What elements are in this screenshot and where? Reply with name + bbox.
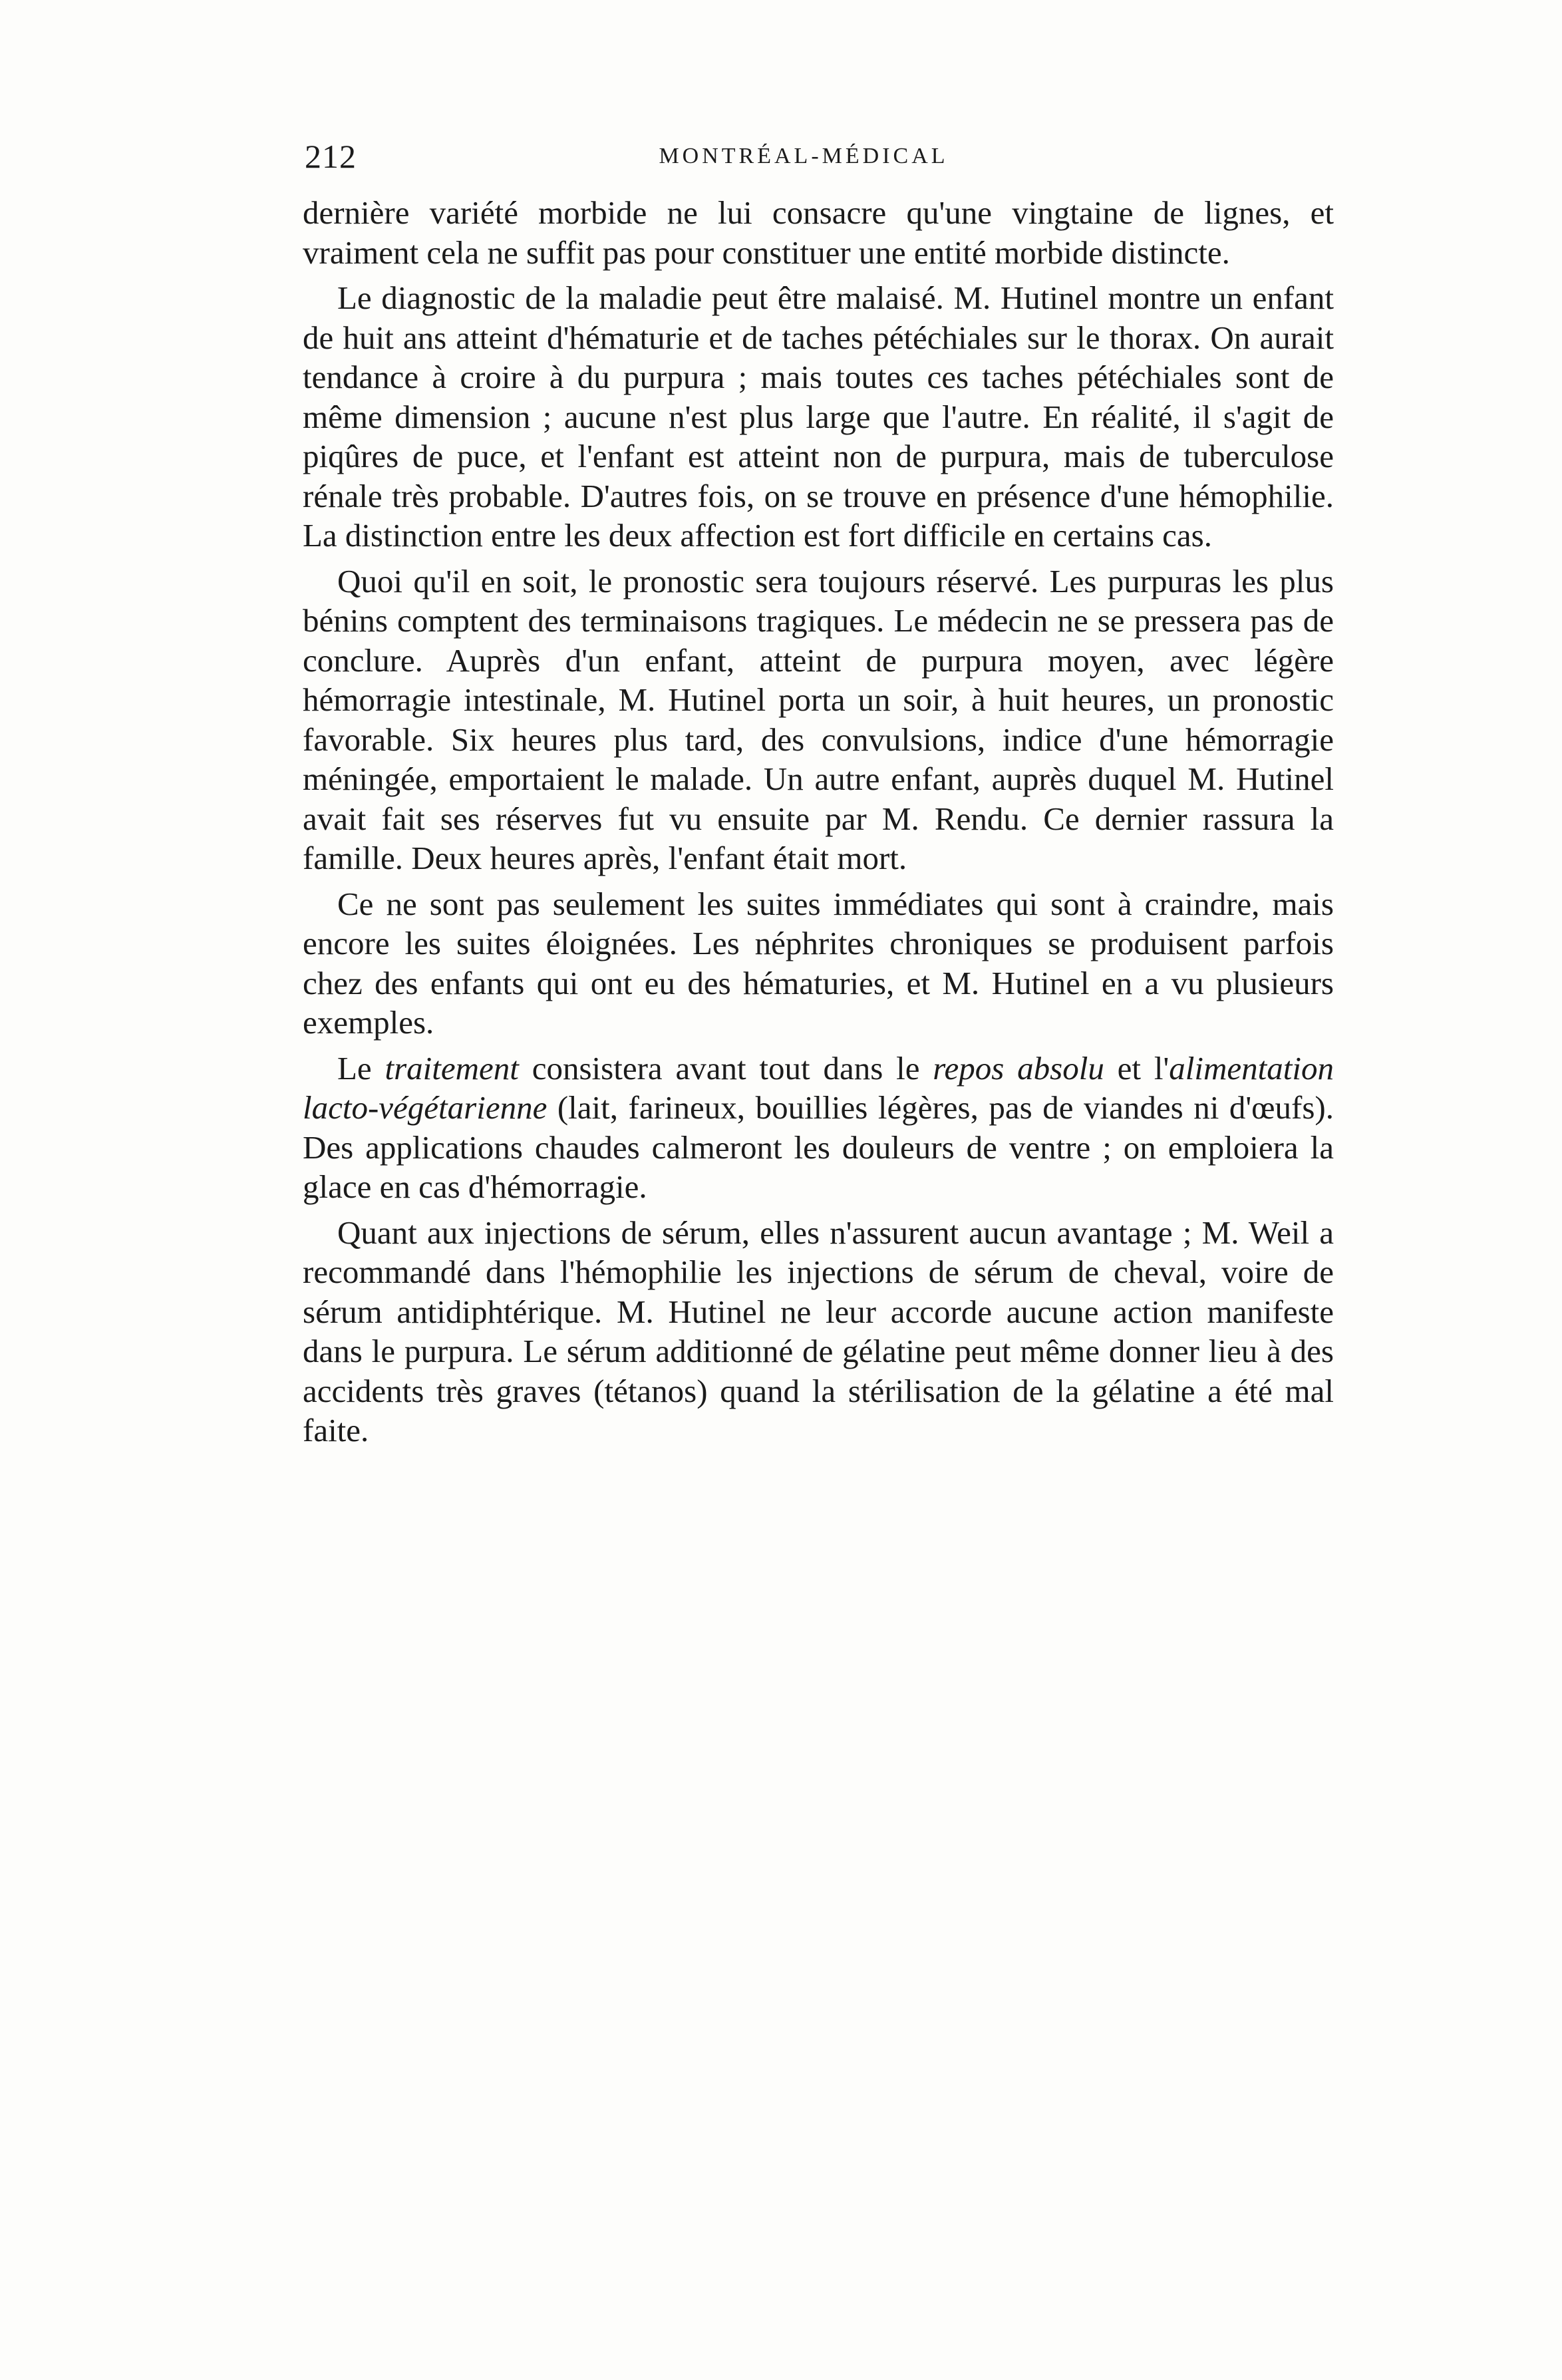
paragraph-serum: Quant aux injections de sérum, elles n'assurent aucun avantage ; M. Weil a recommandé dans l'hémophilie les injections de sérum de cheval, voire de sérum antidiphtérique. M. Hutinel ne leur accorde aucune action manifeste dans le purpura. Le sérum additionné de gélatine peut même donner lieu à des accidents très graves (tétanos) quand la stérilisation de la gélatine a été mal faite. xyxy=(303,1214,1334,1448)
paragraph-continuation: dernière variété morbide ne lui consacre qu'une vingtaine de lignes, et vraiment cela ne suffit pas pour constituer une entité morbide distincte. xyxy=(303,194,1334,271)
text-run: consistera avant tout dans le xyxy=(518,1049,933,1087)
text-run: et l' xyxy=(1104,1049,1170,1087)
paragraph-gap xyxy=(303,556,1334,562)
paragraph-gap xyxy=(303,1207,1334,1213)
text-run: (lait, farineux, bouillies légères, pas de viandes ni d'œufs). Des applications chaudes calmeront les douleurs de ventre ; on emploiera la glace en cas d'hémorragie. xyxy=(303,1089,1334,1205)
paragraph-suites: Ce ne sont pas seulement les suites immédiates qui sont à craindre, mais encore les suites éloignées. Les néphrites chroniques se produisent parfois chez des enfants qui ont eu des hématuries, et M. Hutinel en a vu plusieurs exemples. xyxy=(303,885,1334,1041)
page-number: 212 xyxy=(305,138,357,175)
page-header xyxy=(305,133,1303,180)
paragraph-gap xyxy=(303,272,1334,278)
paragraph-pronostic: Quoi qu'il en soit, le pronostic sera toujours réservé. Les purpuras les plus bénins comptent des terminaisons tragiques. Le médecin ne se pressera pas de conclure. Auprès d'un enfant, atteint de purpura moyen, avec légère hémorragie intestinale, M. Hutinel porta un soir, à huit heures, un pronostic favorable. Six heures plus tard, des convulsions, indice d'une hémorragie méningée, emportaient le malade. Un autre enfant, auprès duquel M. Hutinel avait fait ses réserves fut vu ensuite par M. Rendu. Ce dernier rassura la famille. Deux heures après, l'enfant était mort. xyxy=(303,562,1334,876)
paragraph-gap xyxy=(303,878,1334,884)
running-title: MONTRÉAL-MÉDICAL xyxy=(659,144,949,168)
italic-term-traitement: traitement xyxy=(385,1049,519,1087)
paragraph-gap xyxy=(303,1043,1334,1049)
paragraph-traitement xyxy=(303,1049,1334,1207)
italic-term-alimentation: alimentation lacto-végétarienne xyxy=(303,1049,1334,1126)
body-text xyxy=(303,193,1334,1450)
paragraph-diagnostic: Le diagnostic de la maladie peut être malaisé. M. Hutinel montre un enfant de huit ans atteint d'hématurie et de taches pétéchiales sur le thorax. On aurait tendance à croire à du purpura ; mais toutes ces taches pétéchiales sont de même dimension ; aucune n'est plus large que l'autre. En réalité, il s'agit de piqûres de puce, et l'enfant est atteint non de purpura, mais de tuberculose rénale très probable. D'autres fois, on se trouve en présence d'une hémophilie. La distinction entre les deux affection est fort difficile en certains cas. xyxy=(303,279,1334,554)
text-run: Le xyxy=(337,1049,385,1087)
italic-term-repos-absolu: repos absolu xyxy=(933,1049,1104,1087)
